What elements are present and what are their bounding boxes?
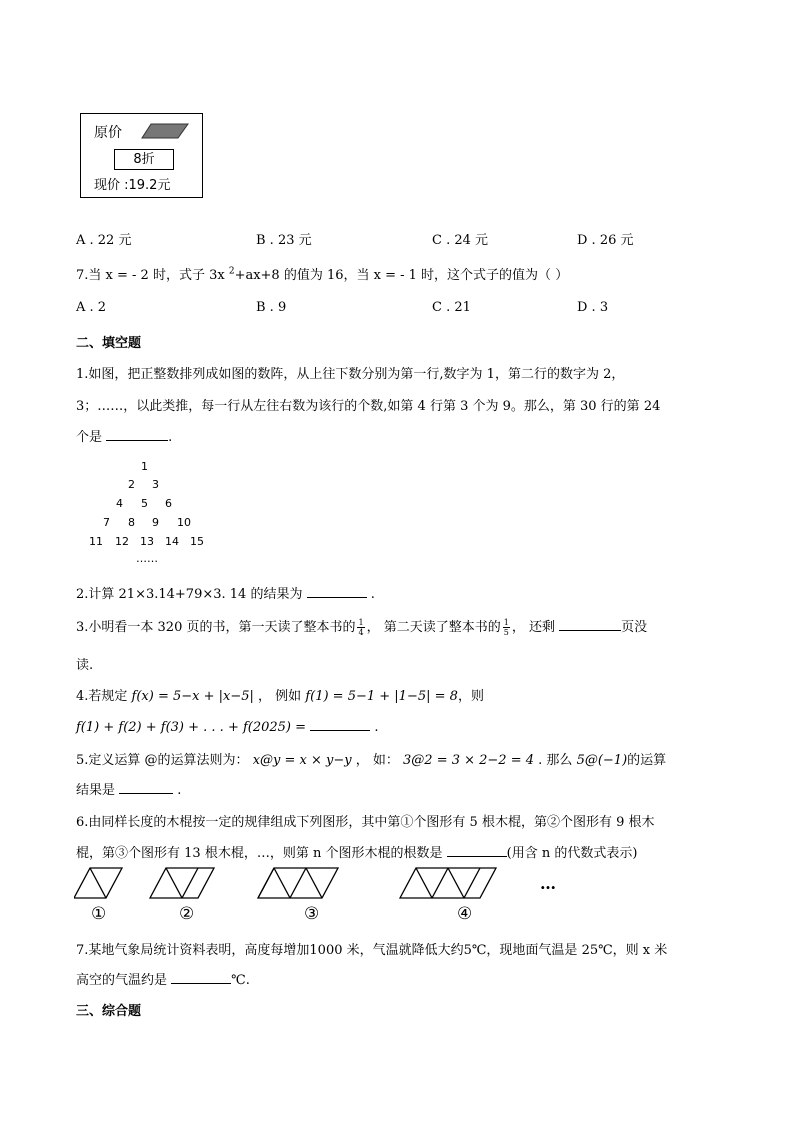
answer-blank: [106, 427, 168, 441]
fill7-line2: 高空的气温约是 ℃.: [76, 969, 250, 988]
triangle-number: 10: [177, 516, 191, 529]
answer-blank: [171, 970, 231, 984]
fill1-line2: 3；……，以此类推，每一行从左往右数为该行的个数,如第 4 行第 3 个为 9。那么，第 30 行的第 24: [76, 399, 661, 414]
fill3-line1: 3.小明看一本 320 页的书，第一天读了整本书的 $\frac{1}{4}$ ， 第二天读了整本书的 $\frac{1}{5}$ ， 还剩 页没: [76, 618, 648, 637]
q7-option-c: C . 21: [432, 300, 471, 315]
triangle-number: 4: [116, 497, 123, 510]
q6-option-c: C . 24 元: [432, 233, 489, 248]
triangle-number: 14: [165, 535, 179, 548]
q7-option-a: A . 2: [76, 300, 107, 315]
q6-option-a: A . 22 元: [76, 233, 132, 248]
triangle-number: 6: [165, 497, 172, 510]
triangle-number: 1: [141, 460, 148, 473]
fill6-line2: 棍，第③个图形有 13 根木棍，…，则第 n 个图形木棍的根数是 (用含 n 的代数式表示): [76, 842, 637, 861]
fraction-one-fifth: $\frac{1}{5}$: [503, 618, 509, 637]
triangle-number: 13: [140, 535, 154, 548]
fill4-line2: f(1) + f(2) + f(3) + . . . + f(2025) = .: [76, 717, 378, 735]
book-shape-icon: [141, 123, 189, 139]
answer-blank: [119, 780, 173, 794]
q7-stem: 7.当 x = - 2 时，式子 3x $^2$+ax+8 的值为 16，当 x = - 1 时，这个式子的值为（ ）: [76, 266, 569, 283]
triangle-number: 11: [89, 535, 103, 548]
figure-label-4: ④: [457, 904, 473, 924]
triangle-number: 9: [152, 516, 159, 529]
fill6-line1: 6.由同样长度的木棍按一定的规律组成下列图形，其中第①个图形有 5 根木棍，第②个图形有 9 根木: [76, 815, 655, 830]
q7-option-b: B . 9: [256, 300, 287, 315]
section-3-title: 三、综合题: [76, 1004, 142, 1019]
discount-box: 8折: [114, 149, 174, 170]
price-figure: [80, 113, 203, 198]
answer-blank: [559, 617, 621, 631]
section-2-title: 二、填空题: [76, 336, 142, 351]
figures-ellipsis: …: [540, 874, 556, 893]
fill2: 2.计算 21×3.14+79×3. 14 的结果为 .: [76, 583, 375, 602]
fraction-one-quarter: $\frac{1}{4}$: [358, 618, 364, 637]
triangle-number: 2: [128, 478, 135, 491]
stick-triangle-figures: [74, 866, 574, 900]
triangle-number: 12: [115, 535, 129, 548]
answer-blank: [310, 717, 370, 731]
triangle-number: 15: [190, 535, 204, 548]
fill1-line1: 1.如图，把正整数排列成如图的数阵，从上往下数分别为第一行,数字为 1，第二行的数字为 2，: [76, 367, 625, 382]
triangle-number: 7: [103, 516, 110, 529]
triangle-number: 5: [141, 497, 148, 510]
triangle-ellipsis: ……: [136, 552, 158, 565]
figure-label-3: ③: [304, 904, 320, 924]
fill7-line1: 7.某地气象局统计资料表明，高度每增加1000 米，气温就降低大约5℃，现地面气温是 25℃，则 x 米: [76, 943, 668, 958]
triangle-number: 8: [128, 516, 135, 529]
q6-option-d: D . 26 元: [577, 233, 634, 248]
q6-option-b: B . 23 元: [256, 233, 312, 248]
q7-option-d: D . 3: [577, 300, 609, 315]
fill5-line2: 结果是 .: [76, 779, 181, 798]
fill4-line1: 4.若规定 f(x) = 5−x + |x−5| ， 例如 f(1) = 5−1 + |1−5| = 8，则: [76, 689, 484, 704]
fill5-line1: 5.定义运算 @的运算法则为： x@y = x × y−y ， 如： 3@2 = 3 × 2−2 = 4 . 那么 5@(−1)的运算: [76, 753, 667, 768]
current-price-label: 现价 :19.2元: [94, 178, 171, 193]
triangle-number: 3: [152, 478, 159, 491]
figure-label-2: ②: [179, 904, 195, 924]
fill3-line2: 读.: [76, 658, 94, 673]
answer-blank: [307, 584, 367, 598]
fill1-line3: 个是 .: [76, 426, 172, 445]
original-price-label: 原价: [94, 125, 122, 141]
figure-label-1: ①: [91, 904, 107, 924]
answer-blank: [447, 843, 507, 857]
